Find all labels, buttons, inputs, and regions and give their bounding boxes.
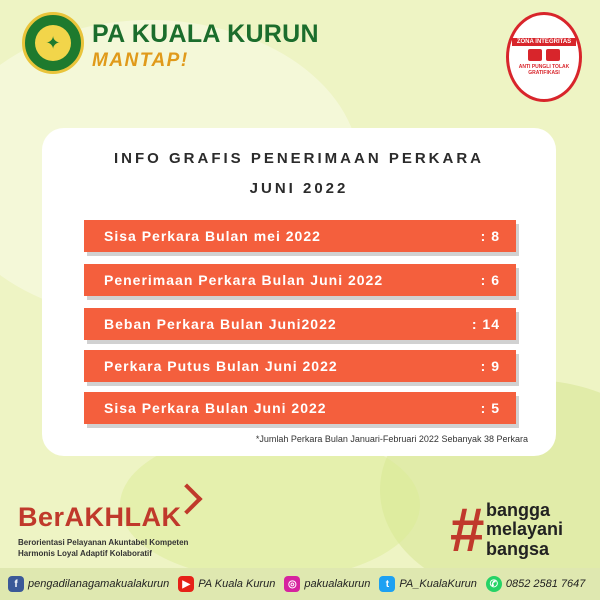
stat-row [84,308,516,340]
twitter-handle: PA_KualaKurun [399,578,477,590]
card-title-line1: INFO GRAFIS PENERIMAAN PERKARA [113,150,484,167]
instagram-icon: ◎ [284,576,300,592]
facebook-handle: pengadilanagamakualakurun [28,578,170,590]
stat-value: : 14 [471,316,500,332]
stat-row [84,350,516,382]
stat-label: Penerimaan Perkara Bulan Juni 2022 [104,272,384,288]
stat-value: : 6 [480,272,500,288]
social-footer [0,568,600,600]
whatsapp-icon: ✆ [486,576,502,592]
instagram-handle: pakualakurun [304,578,371,590]
stat-label: Perkara Putus Bulan Juni 2022 [104,358,338,374]
instagram-link[interactable] [284,576,370,592]
footnote: *Jumlah Perkara Bulan Januari-Februari 2022 Sebanyak 38 Perkara [255,434,528,444]
stat-value: : 8 [480,228,500,244]
stat-value: : 5 [480,400,500,416]
berakhlak-line2: Harmonis Loyal Adaptif Kolaboratif [18,549,152,558]
card-title-line2: JUNI 2022 [249,180,349,197]
whatsapp-number: 0852 2581 7647 [505,578,586,590]
hashtag-icon: # [450,496,485,565]
info-card [42,128,556,456]
stat-value: : 9 [480,358,500,374]
youtube-link[interactable] [178,576,275,592]
brand-tagline: MANTAP! [92,50,189,71]
campaign-line3: bangsa [486,539,550,559]
berakhlak-logo: BerAKHLAK [18,502,182,532]
anti-pungli-icon [528,49,542,61]
badge-bottom-text: ANTI PUNGLI TOLAK GRATIFIKASI [518,64,570,76]
facebook-icon: f [8,576,24,592]
facebook-link[interactable] [8,576,169,592]
campaign-line1: bangga [486,500,551,520]
stat-label: Sisa Perkara Bulan Juni 2022 [104,400,327,416]
twitter-link[interactable] [379,576,476,592]
zona-integritas-badge [506,12,582,102]
berakhlak-line1: Berorientasi Pelayanan Akuntabel Kompeten [18,538,189,547]
stat-label: Sisa Perkara Bulan mei 2022 [104,228,321,244]
campaign-line2: melayani [486,519,564,539]
youtube-handle: PA Kuala Kurun [198,578,276,590]
brand-title: PA KUALA KURUN [92,20,319,48]
whatsapp-link[interactable] [486,576,586,592]
court-seal-logo [22,12,84,74]
stat-row [84,392,516,424]
stat-row [84,264,516,296]
tolak-gratifikasi-icon [546,49,560,61]
badge-top-text: ZONA INTEGRITAS [512,38,576,46]
twitter-icon: t [379,576,395,592]
badge-icons [528,49,560,61]
youtube-icon: ▶ [178,576,194,592]
stat-row [84,220,516,252]
stat-label: Beban Perkara Bulan Juni2022 [104,316,337,332]
seal-emblem-icon: ✦ [35,25,71,61]
